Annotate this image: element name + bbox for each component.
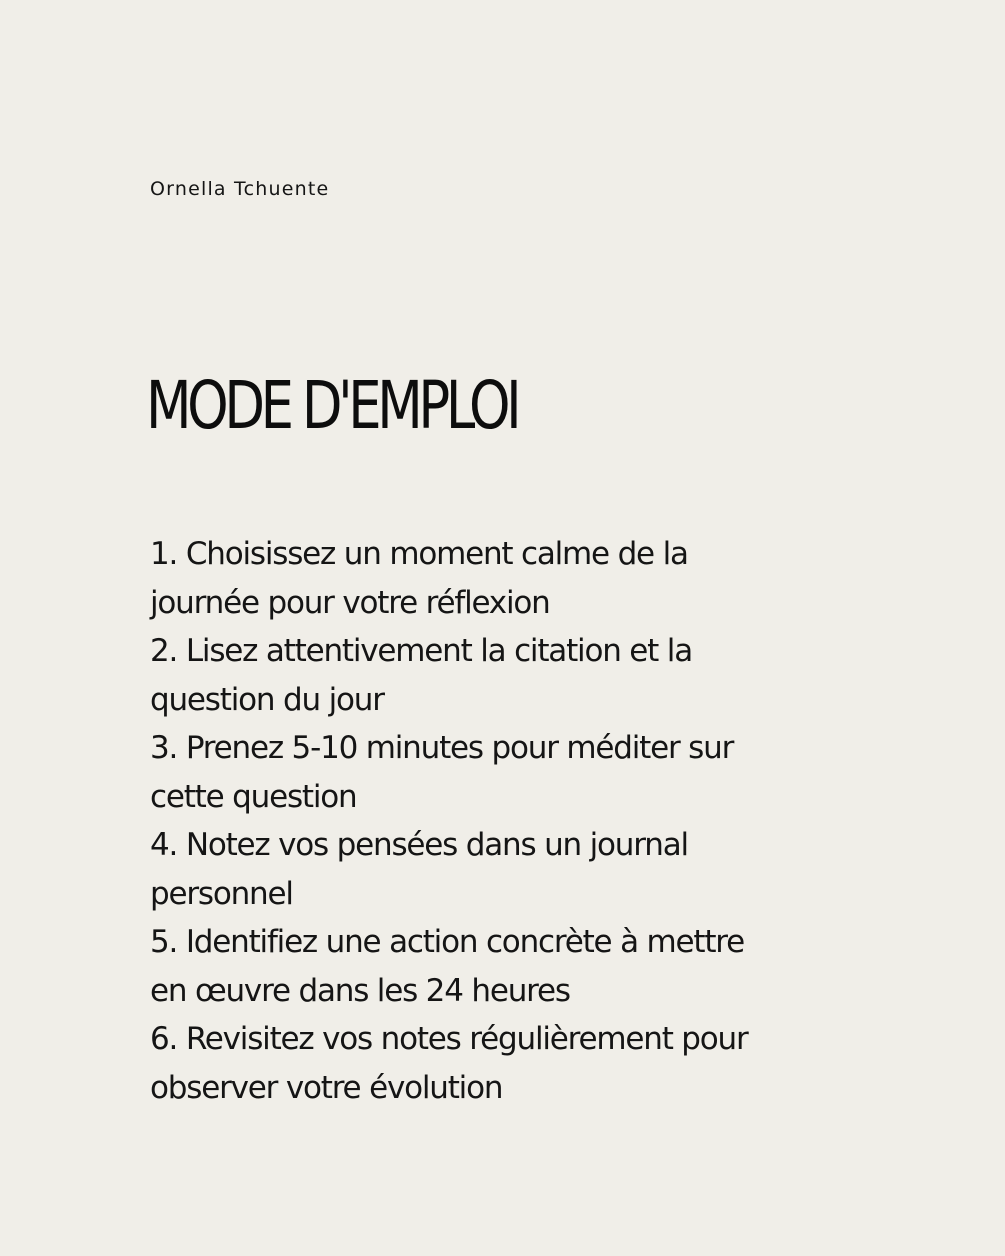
instruction-step [150, 821, 850, 918]
step-text-line: 6. Revisitez vos notes régulièrement pour [150, 1021, 748, 1057]
step-text-line: 1. Choisissez un moment calme de la [150, 536, 688, 572]
step-text-line: 2. Lisez attentivement la citation et la [150, 633, 692, 669]
instruction-step [150, 918, 850, 1015]
step-text-line: 3. Prenez 5-10 minutes pour méditer sur [150, 730, 734, 766]
instruction-step [150, 724, 850, 821]
step-text-line: personnel [150, 875, 293, 912]
instruction-step [150, 627, 850, 724]
page-title: MODE D'EMPLOI [146, 367, 518, 444]
step-text-line: 5. Identifiez une action concrète à mettre [150, 924, 745, 960]
step-text-line: question du jour [150, 681, 384, 718]
instruction-step [150, 1015, 850, 1112]
step-text-line: 4. Notez vos pensées dans un journal [150, 827, 688, 863]
step-text-line: cette question [150, 778, 357, 815]
author-name: Ornella Tchuente [150, 178, 330, 200]
step-text-line: observer votre évolution [150, 1069, 503, 1106]
step-text-line: journée pour votre réflexion [150, 584, 550, 621]
instruction-list [150, 530, 850, 1112]
instruction-step [150, 530, 850, 627]
step-text-line: en œuvre dans les 24 heures [150, 972, 570, 1009]
